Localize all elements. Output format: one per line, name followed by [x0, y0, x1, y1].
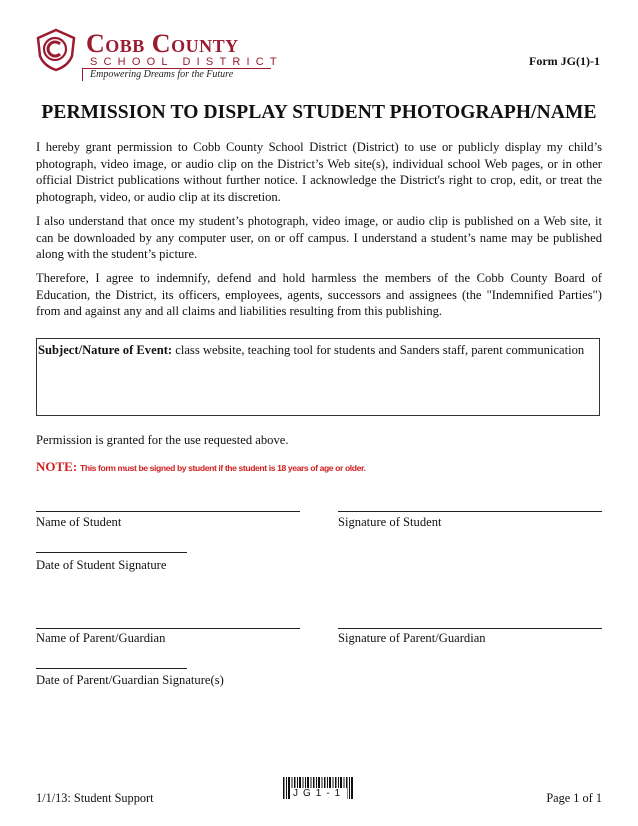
- barcode-label: JG1-1: [293, 788, 346, 799]
- note-label: NOTE:: [36, 459, 78, 474]
- indemnify-paragraph: Therefore, I agree to indemnify, defend and hold harmless the members of the Cobb County Board of Education, the District, its officers, employees, agents, successors and assignees (the "Indemnified Parties") from and against any and all claims and liabilities resulting from this publishing.: [36, 271, 602, 318]
- student-signature-line[interactable]: [338, 511, 602, 512]
- parent-name-line[interactable]: [36, 628, 300, 629]
- parent-date-line[interactable]: [36, 668, 187, 669]
- subject-field[interactable]: [38, 342, 594, 358]
- logo-tagline: Empowering Dreams for the Future: [90, 69, 234, 80]
- subject-value: class website, teaching tool for students and Sanders staff, parent communication: [175, 343, 585, 357]
- parent-signature-label: Signature of Parent/Guardian: [338, 631, 486, 645]
- student-name-line[interactable]: [36, 511, 300, 512]
- permission-statement: Permission is granted for the use requested above.: [36, 433, 289, 447]
- permission-paragraph: I hereby grant permission to Cobb County School District (District) to use or publicly display my child’s photograph, video image, or audio clip on the District’s Web site(s), individual school Web pages, or in other official District publications without further notice. I acknowledge the District's right to crop, edit, or treat the photograph, video, or audio clip at its discretion.: [36, 140, 602, 204]
- footer-revision: 1/1/13: Student Support: [36, 791, 154, 805]
- logo-subtitle: SCHOOL DISTRICT: [90, 56, 283, 68]
- subject-label: Subject/Nature of Event:: [38, 343, 173, 357]
- district-logo-icon: [34, 28, 78, 72]
- parent-date-label: Date of Parent/Guardian Signature(s): [36, 673, 224, 687]
- page-title: PERMISSION TO DISPLAY STUDENT PHOTOGRAPH/NAME: [41, 102, 597, 123]
- page-number: Page 1 of 1: [546, 791, 602, 805]
- form-id: Form JG(1)-1: [529, 54, 600, 68]
- parent-name-label: Name of Parent/Guardian: [36, 631, 166, 645]
- note-text: This form must be signed by student if the student is 18 years of age or older.: [80, 463, 366, 473]
- logo-wordmark: Cobb County: [86, 29, 239, 58]
- parent-signature-line[interactable]: [338, 628, 602, 629]
- download-paragraph: I also understand that once my student’s photograph, video image, or audio clip is published on a Web site, it can be downloaded by any computer user, on or off campus. I understand a student’s name may be published along with the student’s picture.: [36, 214, 602, 261]
- student-date-label: Date of Student Signature: [36, 558, 167, 572]
- student-date-line[interactable]: [36, 552, 187, 553]
- student-name-label: Name of Student: [36, 515, 122, 529]
- student-signature-label: Signature of Student: [338, 515, 442, 529]
